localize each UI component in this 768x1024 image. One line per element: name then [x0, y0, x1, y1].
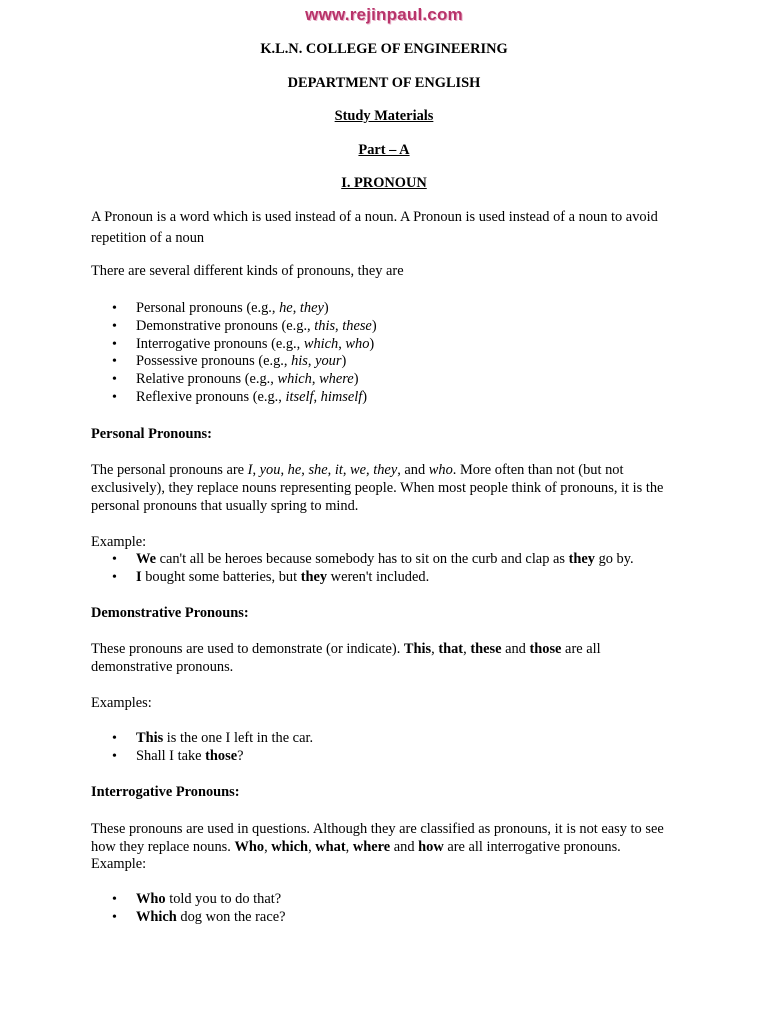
watermark-url[interactable]: www.rejinpaul.com [305, 5, 463, 24]
demonstrative-example-label: Examples: [91, 695, 152, 711]
list-item: • I bought some batteries, but they weren't included. [91, 569, 681, 587]
section-title: I. PRONOUN [341, 175, 427, 191]
pronoun-kinds-list [91, 300, 681, 407]
college-title: K.L.N. COLLEGE OF ENGINEERING [260, 41, 508, 57]
list-item: • We can't all be heroes because somebody has to sit on the curb and clap as they go by. [91, 551, 681, 569]
list-item: • This is the one I left in the car. [91, 730, 681, 748]
department-title: DEPARTMENT OF ENGLISH [287, 75, 481, 91]
list-item: • Who told you to do that? [91, 891, 681, 909]
list-item: • Interrogative pronouns (e.g., which, who) [91, 336, 681, 354]
list-item: • Which dog won the race? [91, 909, 681, 927]
list-item: • Demonstrative pronouns (e.g., this, these) [91, 318, 681, 336]
part-title: Part – A [358, 142, 410, 158]
personal-pronouns-heading: Personal Pronouns: [91, 426, 212, 442]
kinds-lead: There are several different kinds of pronouns, they are [91, 263, 404, 279]
demonstrative-examples-list [91, 730, 681, 766]
list-item: • Reflexive pronouns (e.g., itself, himself) [91, 389, 681, 407]
interrogative-pronouns-paragraph: These pronouns are used in questions. Although they are classified as pronouns, it is not easy to see how they replace nouns. Who, which, what, where and how are all interrogative pronouns. [91, 821, 664, 855]
personal-examples-list [91, 551, 681, 587]
list-item: • Personal pronouns (e.g., he, they) [91, 300, 681, 318]
personal-example-label: Example: [91, 534, 147, 550]
personal-pronouns-paragraph: The personal pronouns are I, you, he, she, it, we, they, and who. More often than not (but not exclusively), they replace nouns representing people. When most people think of pronouns, it is the personal pronouns that usually spring to mind. [91, 462, 664, 514]
list-item: • Possessive pronouns (e.g., his, your) [91, 353, 681, 371]
interrogative-examples-list [91, 891, 681, 927]
study-materials-title: Study Materials [334, 108, 434, 124]
interrogative-example-label: Example: [91, 856, 147, 872]
interrogative-pronouns-heading: Interrogative Pronouns: [91, 784, 240, 800]
list-item: • Relative pronouns (e.g., which, where) [91, 371, 681, 389]
demonstrative-pronouns-heading: Demonstrative Pronouns: [91, 605, 249, 621]
pronoun-definition: A Pronoun is a word which is used instead of a noun. A Pronoun is used instead of a noun to avoid repetition of a noun [91, 209, 658, 246]
list-item: • Shall I take those? [91, 748, 681, 766]
demonstrative-pronouns-paragraph: These pronouns are used to demonstrate (or indicate). This, that, these and those are all demonstrative pronouns. [91, 641, 601, 675]
